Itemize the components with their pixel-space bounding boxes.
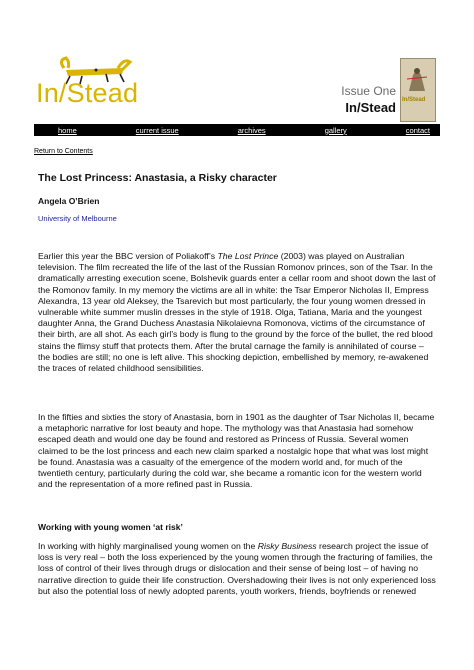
paragraph-2: In the fifties and sixties the story of Anastasia, born in 1901 as the daughter of Tsar Nicholas II, became a metaphoric narrative for lost beauty and hope. The mythology was that Anastasia had somehow escaped death and would one day be found and restored as Princess of Russia. Several women claimed to be the lost princess and each new claim sparked a nostalgic hope that what was lost might be found. Anastasia was a casualty of the emergence of the modern world and, for much of the twentieth century, particularly during the cold war, she became a romantic icon for the western world and the representation of a more refined past in Russia. <box>38 412 435 490</box>
return-to-contents-link[interactable]: Return to Contents <box>34 148 93 155</box>
article-author: Angela O’Brien <box>38 196 100 206</box>
nav-contact[interactable]: contact <box>405 125 430 135</box>
main-nav <box>34 124 440 136</box>
issue-cover-thumbnail[interactable] <box>400 58 436 122</box>
paragraph-3-start: In working with highly marginalised young women on the <box>38 541 258 551</box>
nav-current-issue[interactable]: current issue <box>135 125 179 135</box>
author-affiliation: University of Melbourne <box>38 214 117 223</box>
issue-number: Issue One <box>341 84 396 98</box>
film-title: The Lost Prince <box>217 251 279 261</box>
nav-archives[interactable]: archives <box>237 125 266 135</box>
paragraph-3-rest: research project the issue of loss is very real – both the loss experienced by the young women through the fracturing of families, the loss of control of their lives through drugs or dislocation and their sense of being lost – of having no narrative direction to guide their life construction. Overshadowing their lives is not only experienced loss but also the potential loss of newly adopted parents, youth workers, friends, boyfriends or renewed <box>38 541 436 596</box>
magazine-name: In/Stead <box>345 100 396 115</box>
issue-block <box>341 84 396 115</box>
project-title: Risky Business <box>257 541 317 551</box>
cover-figure-image <box>405 65 429 93</box>
nav-gallery[interactable]: gallery <box>324 125 347 135</box>
paragraph-1-rest: (2003) was played on Australian television. The film recreated the life of the last of the Russian Romonov princes, son of the Tsar. In the dramatically arresting execution scene, Bolshevik guards enter a cellar room and shoot down the last of the Romonov family. In my memory the victims are all in white: the Tsar Emperor Nicholas II, Empress Alexandra, 13 year old Aleksey, the Tsarevich but most particularly, the four young women dressed in vulnerable white summer muslin dresses in the style of 1918. Olga, Tatiana, Maria and the youngest daughter Anna, the Grand Duchess Anastasia Nikolaievna Romonova, victims of the circumstance of their birth, are all shot. As each girl’s body is flung to the ground by the force of the bullet, the red blood stains the flimsy stuff that protects them. After the brutal carnage the family is annihilated of course – the bodies are still; no one is left alive. This shocking depiction, embellished by memory, re-awakened the traces of related childhood sensibilities. <box>38 251 436 374</box>
nav-home[interactable]: home <box>58 125 77 135</box>
paragraph-3 <box>38 541 438 597</box>
section-heading: Working with young women ‘at risk’ <box>38 522 183 532</box>
article-title: The Lost Princess: Anastasia, a Risky character <box>38 172 277 184</box>
paragraph-1-start: Earlier this year the BBC version of Poliakoff’s <box>38 251 218 261</box>
cover-title: In/Stead <box>402 97 426 103</box>
paragraph-1 <box>38 251 438 374</box>
logo-wordmark: In/Stead <box>36 78 139 108</box>
